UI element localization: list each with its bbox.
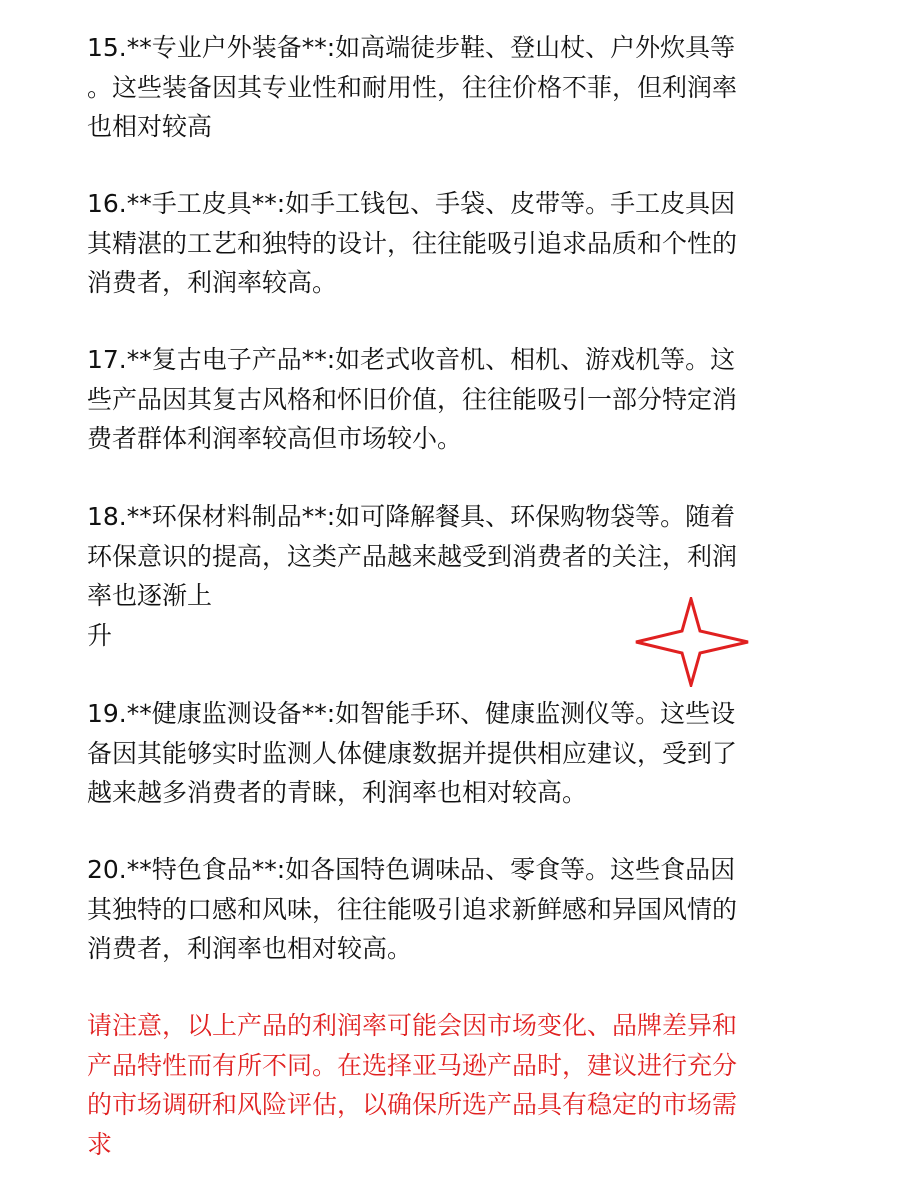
list-item-20 <box>87 850 817 969</box>
list-item-15 <box>87 28 817 147</box>
item-15-line-2: 。这些装备因其专业性和耐用性，往往价格不菲，但利润率 <box>87 72 738 102</box>
star-outline <box>636 599 748 685</box>
item-16-line-3: 消费者，利润率较高。 <box>87 268 338 297</box>
item-15-line-1: 15.**专业户外装备**:如高端徒步鞋、登山杖、户外炊具等 <box>87 33 736 62</box>
item-17-line-1: 17.**复古电子产品**:如老式收音机、相机、游戏机等。这 <box>87 345 736 374</box>
list-item-16 <box>87 184 817 303</box>
list-item-17 <box>87 340 817 459</box>
item-17-line-2: 些产品因其复古风格和怀旧价值，往往能吸引一部分特定消 <box>87 384 738 414</box>
four-point-star-outline-icon <box>634 597 750 687</box>
item-18-line-3: 率也逐渐上 <box>87 581 213 610</box>
note-line-3: 的市场调研和风险评估，以确保所选产品具有稳定的市场需 <box>87 1090 738 1119</box>
note-line-4: 求 <box>87 1129 113 1159</box>
item-19-line-2: 备因其能够实时监测人体健康数据并提供相应建议，受到了 <box>87 738 738 768</box>
note-line-1: 请注意，以上产品的利润率可能会因市场变化、品牌差异和 <box>87 1011 738 1040</box>
item-20-line-2: 其独特的口感和风味，往往能吸引追求新鲜感和异国风情的 <box>87 894 738 924</box>
item-16-line-1: 16.**手工皮具**:如手工钱包、手袋、皮带等。手工皮具因 <box>87 189 736 218</box>
item-18-line-4: 升 <box>87 620 113 650</box>
note-line-2: 产品特性而有所不同。在选择亚马逊产品时，建议进行充分 <box>87 1050 738 1080</box>
item-16-line-2: 其精湛的工艺和独特的设计，往往能吸引追求品质和个性的 <box>87 228 738 258</box>
list-item-19 <box>87 694 817 813</box>
item-18-line-2: 环保意识的提高，这类产品越来越受到消费者的关注，利润 <box>87 541 738 571</box>
item-19-line-1: 19.**健康监测设备**:如智能手环、健康监测仪等。这些设 <box>87 699 736 728</box>
item-20-line-3: 消费者，利润率也相对较高。 <box>87 934 413 963</box>
item-19-line-3: 越来越多消费者的青睐，利润率也相对较高。 <box>87 778 588 807</box>
item-20-line-1: 20.**特色食品**:如各国特色调味品、零食等。这些食品因 <box>87 855 736 884</box>
disclaimer-note <box>87 1006 817 1164</box>
item-15-line-3: 也相对较高 <box>87 112 213 141</box>
item-18-line-1: 18.**环保材料制品**:如可降解餐具、环保购物袋等。随着 <box>87 502 736 531</box>
item-17-line-3: 费者群体利润率较高但市场较小。 <box>87 424 463 453</box>
